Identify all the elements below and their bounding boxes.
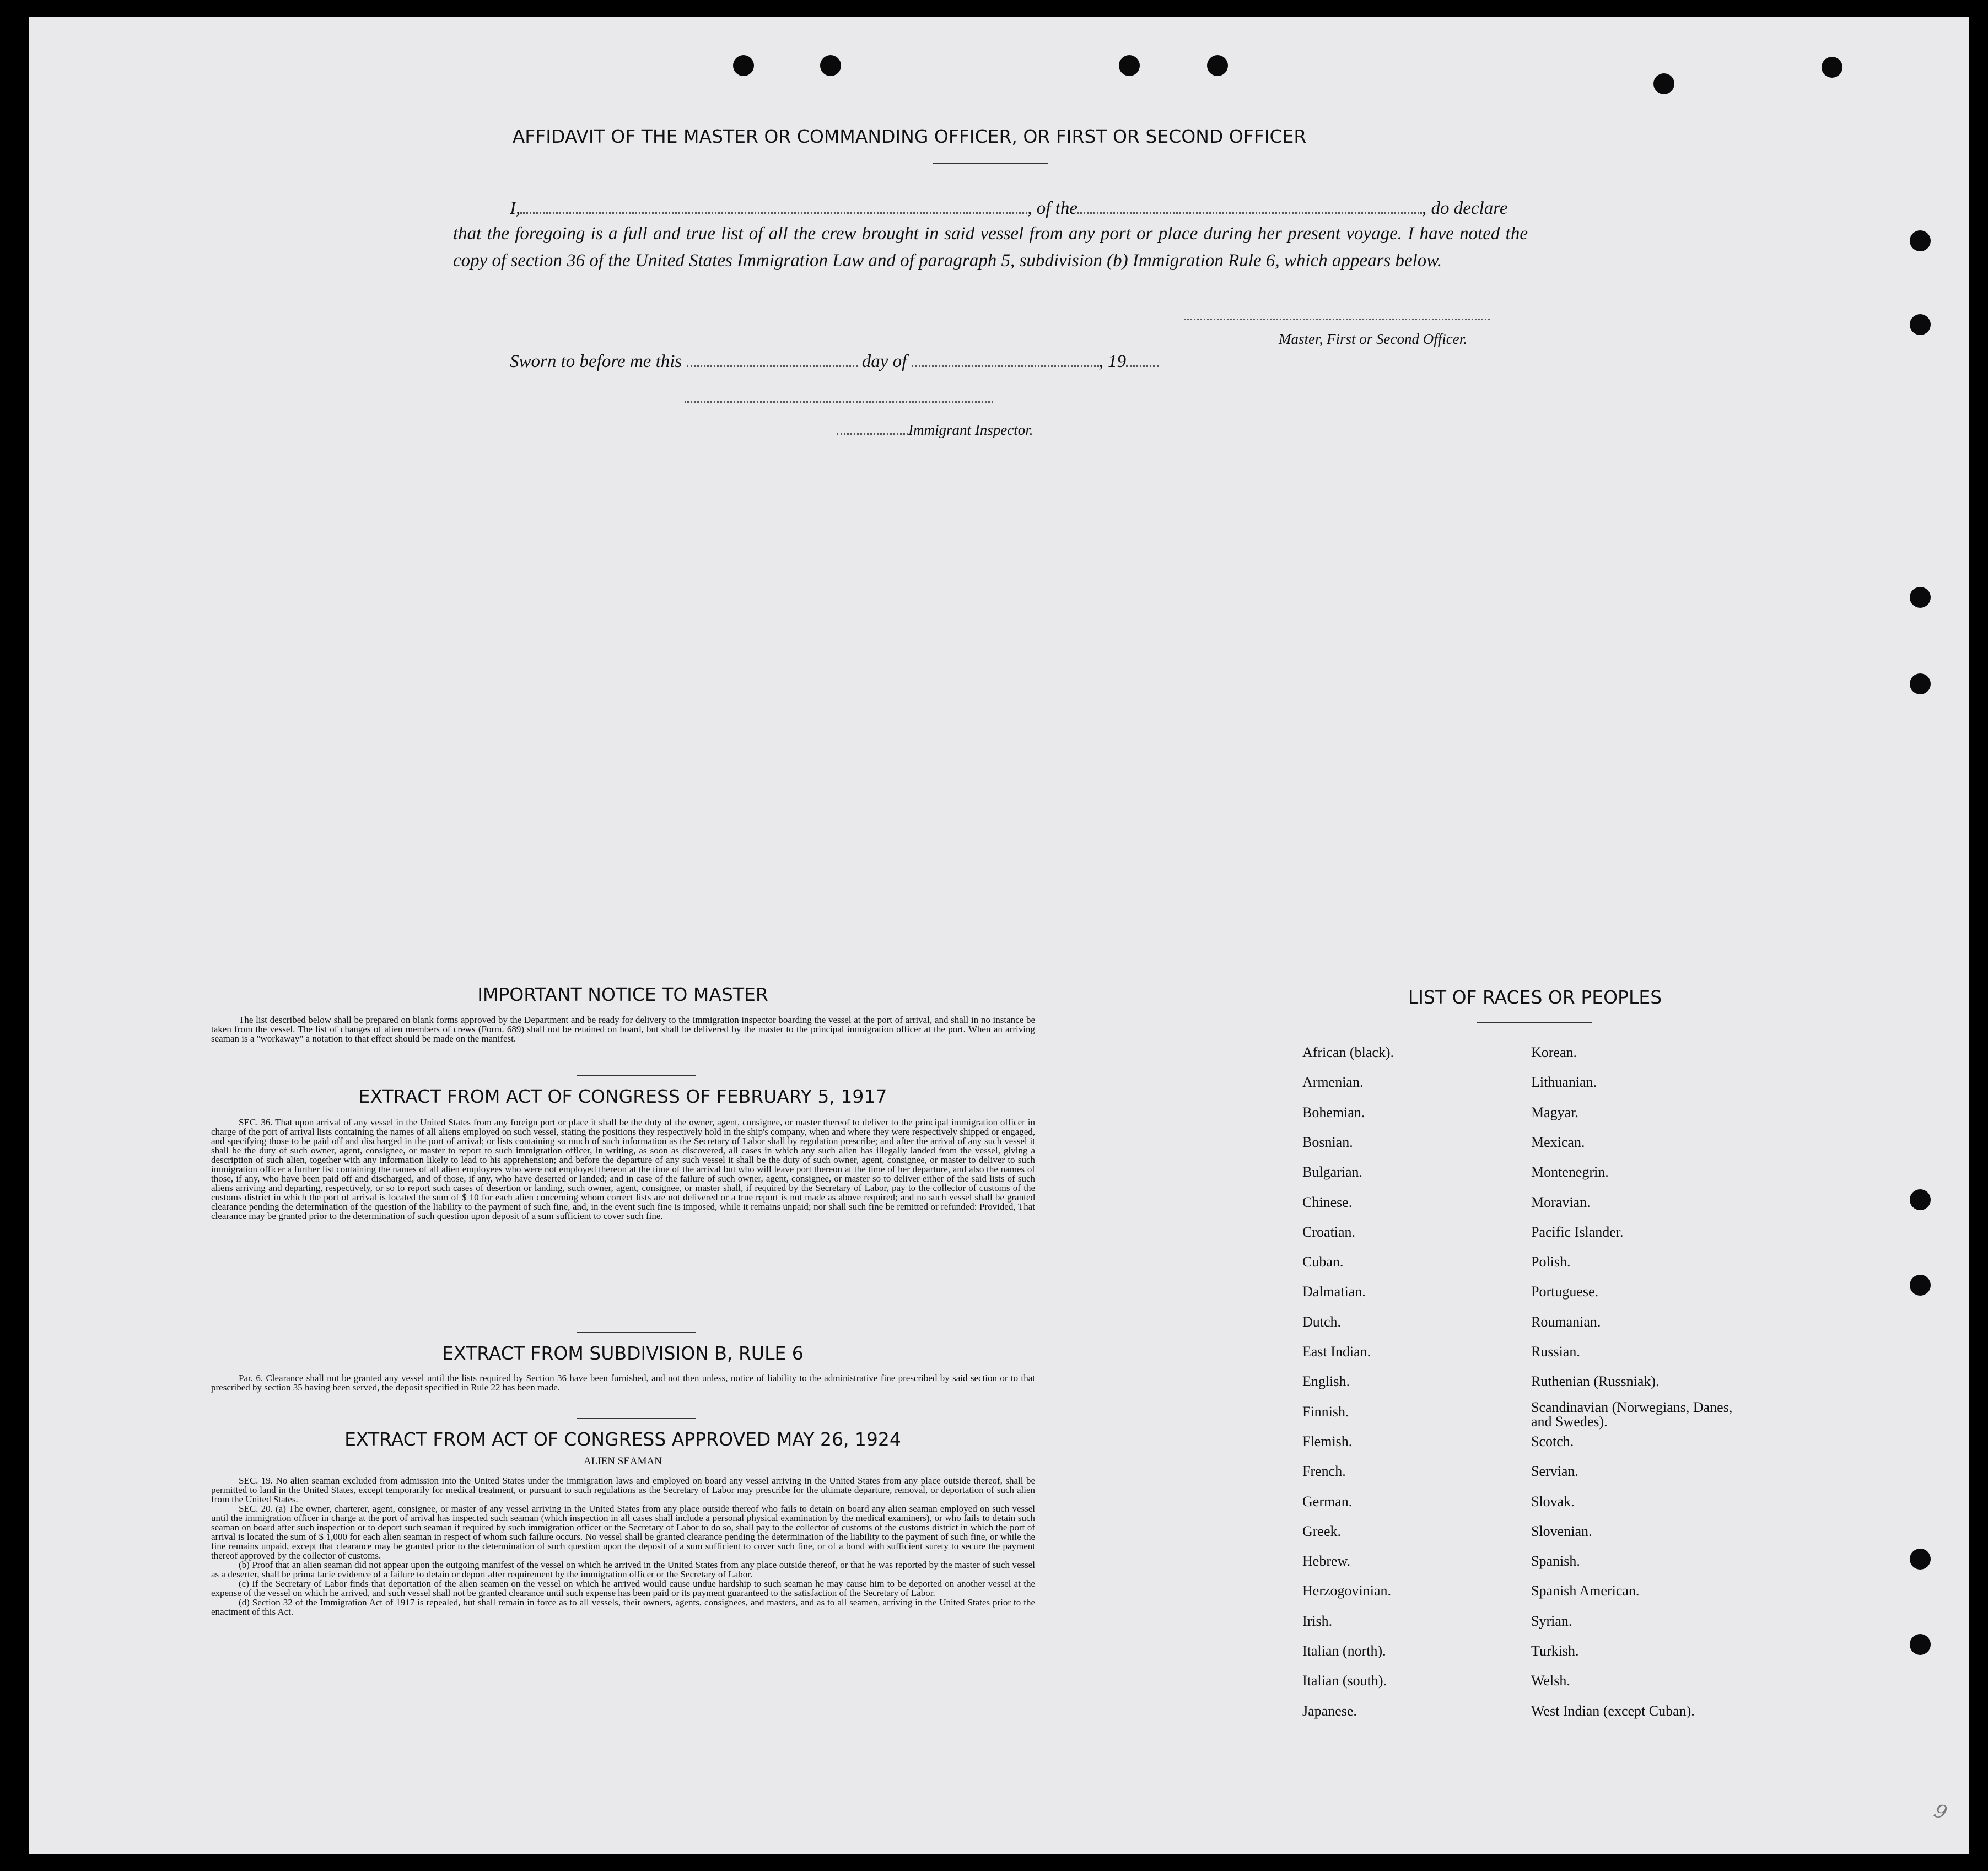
section-rule [577,1332,696,1333]
race-entry: Portuguese. [1531,1284,1599,1300]
punch-hole [1910,1275,1931,1296]
name-blank[interactable] [520,212,1027,214]
sworn-year-blank[interactable] [1126,365,1159,367]
race-entry: Polish. [1531,1254,1571,1270]
race-entry: East Indian. [1302,1344,1371,1360]
race-entry: Montenegrin. [1531,1164,1609,1180]
race-entry: Greek. [1302,1523,1342,1539]
race-entry: Scotch. [1531,1433,1574,1449]
race-entry: Spanish American. [1531,1583,1640,1599]
race-entry: Mexican. [1531,1134,1585,1150]
race-entry: Japanese. [1302,1702,1357,1719]
race-entry: Ruthenian (Russniak). [1531,1373,1660,1390]
race-entry: Croatian. [1302,1223,1356,1240]
race-entry: Italian (north). [1302,1643,1386,1659]
punch-hole [1653,73,1674,94]
race-entry: Slovenian. [1531,1523,1592,1539]
inspector-signature-label: Immigrant Inspector. [837,422,1033,439]
race-entry: Dalmatian. [1302,1284,1366,1300]
extract-1917-text: SEC. 36. That upon arrival of any vessel in the United States from any foreign port or place it shall be the duty of the owner, agent, consignee, or master thereof to deliver to the principal immigration officer in charge of the port of arrival lists containing the names of all aliens employed on such vessel, stating the positions they respectively hold in the ship's company, when and where they were respectively shipped or engaged, and specifying those to be paid off and discharged in the port of arrival; or lists containing so much of such information as the Secretary of Labor shall by regulation prescribe; and after the arrival of any such vessel it shall be the duty of such owner, agent, consignee, or master to report to such immigration officer, in writing, as soon as discovered, all cases in which any such alien has illegally landed from the vessel, giving a description of such alien, together with any information likely to lead to his apprehension; and before the departure of any such vessel it shall be the duty of such owner, agent, consignee, or master to deliver to such immigration officer a further list containing the names of all alien employees who were not employed thereon at the time of the arrival but who will leave port thereon at the time of her departure, and also the names of those, if any, who have been paid off and discharged, and of those, if any, who have deserted or landed; and in case of the failure of such owner, agent, consignee, or master so to deliver either of the said lists of such aliens arriving and departing, respectively, or so to report such cases of desertion or landing, such owner, agent, consignee, or master shall, if required by the Secretary of Labor, pay to the collector of customs of the customs district in which the port of arrival is located the sum of $ 10 for each alien concerning whom correct lists are not delivered or a true report is not made as above required; and no such vessel shall be granted clearance pending the determination of the question of the liability to the payment of such fine, and, in the event such fine is imposed, while it remains unpaid; nor shall such fine be remitted or refunded: Provided, That clearance may be granted prior to the determination of such question upon deposit of a sum sufficient to cover such fine. [211,1117,1035,1221]
punch-hole [733,55,754,76]
race-entry: Bulgarian. [1302,1164,1363,1180]
punch-hole [1207,55,1228,76]
race-entry: Servian. [1531,1463,1578,1480]
vessel-blank[interactable] [1077,212,1422,214]
subdivision-b-text: Par. 6. Clearance shall not be granted any vessel until the lists required by Section 36 have been furnished, and not then unless, notice of liability to the administrative fine prescribed by said section or to that prescribed by section 35 having been served, the deposit specified in Rule 22 has been made. [211,1373,1035,1393]
extract-1924-title: EXTRACT FROM ACT OF CONGRESS APPROVED MAY 26, 1924 [344,1428,901,1450]
race-entry: Russian. [1531,1344,1580,1360]
race-entry: English. [1302,1373,1350,1390]
race-entry: Cuban. [1302,1254,1344,1270]
race-entry: Scandinavian (Norwegians, Danes, and Swedes). [1531,1399,1733,1430]
race-entry: Hebrew. [1302,1553,1351,1570]
race-entry: Finnish. [1302,1403,1349,1420]
race-entry: Turkish. [1531,1643,1579,1659]
race-entry: Magyar. [1531,1104,1578,1120]
race-entry: Roumanian. [1531,1313,1601,1330]
race-entry: West Indian (except Cuban). [1531,1702,1695,1719]
section-rule [577,1418,696,1419]
affidavit-body: that the foregoing is a full and true list of all the crew brought in said vessel from any port or place during her present voyage. I have noted the copy of section 36 of the United States Immigration Law and of paragraph 5, subdivision (b) Immigration Rule 6, which appears below. [453,224,1528,271]
title-rule [933,163,1048,164]
master-signature-label: Master, First or Second Officer. [1279,331,1467,347]
race-entry: Italian (south). [1302,1673,1387,1689]
race-entry: Korean. [1531,1044,1577,1060]
punch-hole [1910,230,1931,251]
section-rule [577,1075,696,1076]
races-title-rule [1477,1022,1592,1023]
inspector-signature-line[interactable] [685,401,993,403]
notice-title: IMPORTANT NOTICE TO MASTER [477,984,768,1005]
race-entry: African (black). [1302,1044,1394,1060]
race-entry: French. [1302,1463,1346,1480]
punch-hole [1910,1189,1931,1210]
punch-hole [1822,57,1842,78]
master-signature-line[interactable] [1184,319,1490,320]
sworn-line: Sworn to before me this day of , 19 [510,352,1159,372]
punch-hole [1119,55,1140,76]
extract-1917-title: EXTRACT FROM ACT OF CONGRESS OF FEBRUARY 5, 1917 [358,1086,887,1107]
race-entry: Flemish. [1302,1433,1353,1449]
race-entry: Moravian. [1531,1194,1591,1210]
race-entry: Herzogovinian. [1302,1583,1392,1599]
race-entry: German. [1302,1493,1353,1509]
affidavit-title: AFFIDAVIT OF THE MASTER OR COMMANDING OFFICER, OR FIRST OR SECOND OFFICER [512,126,1307,147]
punch-hole [1910,1549,1931,1570]
race-entry: Syrian. [1531,1613,1572,1629]
race-entry: Chinese. [1302,1194,1353,1210]
race-entry: Bosnian. [1302,1134,1353,1150]
punch-hole [1910,587,1931,608]
race-entry: Slovak. [1531,1493,1575,1509]
punch-hole [1910,314,1931,335]
race-entry: Armenian. [1302,1074,1364,1091]
race-entry: Spanish. [1531,1553,1580,1570]
sworn-month-blank[interactable] [912,365,1099,367]
race-entry: Bohemian. [1302,1104,1365,1120]
subdivision-b-title: EXTRACT FROM SUBDIVISION B, RULE 6 [442,1342,804,1364]
races-title: LIST OF RACES OR PEOPLES [1408,986,1662,1008]
notice-text: The list described below shall be prepared on blank forms approved by the Department and be ready for delivery to the immigration inspector boarding the vessel at the port of arrival, and shall in no instance be taken from the vessel. The list of changes of alien members of crews (Form. 689) shall not be retained on board, but shall be delivered by the master to the principal immigration officer at the port. When an arriving seaman is a "workaway" a notation to that effect should be made on the manifest. [211,1015,1035,1044]
punch-hole [1910,1634,1931,1655]
sworn-day-blank[interactable] [687,365,858,367]
margin-handwritten-mark: 9 [1931,1799,1950,1825]
race-entry: Welsh. [1531,1673,1570,1689]
extract-1924-subtitle: ALIEN SEAMAN [584,1455,662,1467]
punch-hole [820,55,841,76]
race-entry: Dutch. [1302,1313,1342,1330]
race-entry: Pacific Islander. [1531,1223,1624,1240]
extract-1924-text: SEC. 19. No alien seaman excluded from admission into the United States under the immigration laws and employed on board any vessel arriving in the United States from any place outside thereof, shall be permitted to land in the United States, except temporarily for medical treatment, or pursuant to such regulations as the Secretary of Labor may prescribe for the ultimate departure, removal, or deportation of such alien from the United States. SEC. 20. (a) The owner, charterer, agent, consignee, or master of any vessel arriving in the United States from any place outside thereof who fails to detain on board any alien seaman employed on such vessel until the immigration officer in charge at the port of arrival has inspected such seaman (which inspection in all cases shall include a personal physical examination by the medical examiners), or who fails to detain such seaman on board after such inspection or to deport such seaman if required by such immigration officer or the Secretary of Labor to do so, shall pay to the collector of customs of the customs district in which the port of arrival is located the sum of $ 1,000 for each alien seaman in respect of whom such failure occurs. No vessel shall be granted clearance pending the determination of the liability to the payment of such fine, or while the fine remains unpaid, except that clearance may be granted prior to the determination of such question upon the deposit of a sum sufficient to cover such fine, or of a bond with sufficient surety to secure the payment thereof approved by the collector of customs. (b) Proof that an alien seaman did not appear upon the outgoing manifest of the vessel on which he arrived in the United States from any place outside thereof, or that he was reported by the master of such vessel as a deserter, shall be prima facie evidence of a failure to detain or deport after requirement by the immigration officer or the Secretary of Labor. (c) If the Secretary of Labor finds that deportation of the alien seamen on the vessel on which he arrived would cause undue hardship to such seaman he may cause him to be deported on another vessel at the expense of the vessel on which he arrived, and such vessel shall not be granted clearance until such expense has been paid or its payment guaranteed to the satisfaction of the Secretary of Labor. (d) Section 32 of the Immigration Act of 1917 is repealed, but shall remain in force as to all vessels, their owners, agents, consignees, and masters, and as to all seamen, arriving in the United States prior to the enactment of this Act. [211,1475,1035,1617]
punch-hole [1910,673,1931,694]
race-entry: Lithuanian. [1531,1074,1597,1091]
race-entry: Irish. [1302,1613,1333,1629]
affidavit-line1: I, , of the , do declare [510,198,1508,218]
